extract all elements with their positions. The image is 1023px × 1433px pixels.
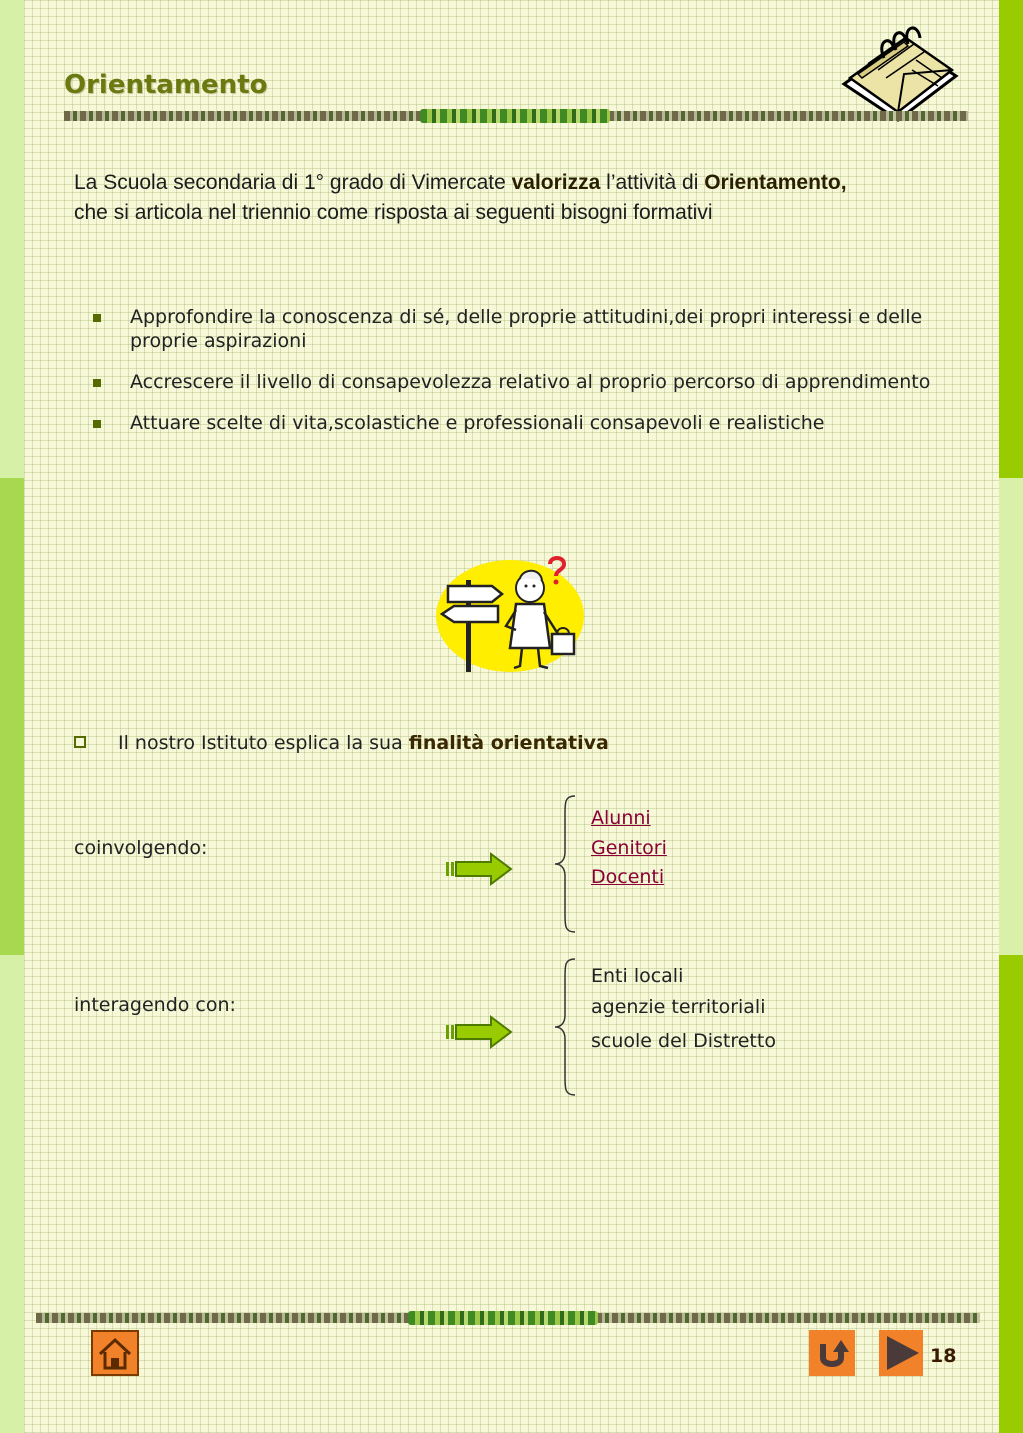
intro-bold-orientamento: Orientamento,	[704, 171, 847, 194]
page-number: 18	[930, 1345, 957, 1367]
intro-paragraph	[74, 168, 1014, 228]
involving-label: coinvolgendo:	[74, 837, 208, 859]
page-title: Orientamento	[64, 70, 268, 100]
square-bullet-icon	[93, 420, 101, 428]
list-item	[591, 834, 667, 864]
intro-bold-valorizza: valorizza	[511, 171, 601, 194]
curly-brace	[553, 957, 577, 1097]
list-item: Approfondire la conoscenza di sé, delle proprie attitudini,dei propri interessi e delle proprie aspirazioni	[90, 305, 990, 353]
right-arrow-icon	[445, 1015, 513, 1049]
notebook-icon	[838, 20, 962, 124]
link-genitori[interactable]: Genitori	[591, 836, 667, 859]
needs-list	[90, 305, 990, 452]
back-button[interactable]	[809, 1330, 855, 1376]
intro-text: l’attività di	[600, 171, 705, 194]
list-item: Attuare scelte di vita,scolastiche e professionali consapevoli e realistiche	[90, 411, 990, 435]
list-item: Accrescere il livello di consapevolezza relativo al proprio percorso di apprendimento	[90, 370, 990, 394]
link-alunni[interactable]: Alunni	[591, 807, 651, 829]
list-item: scuole del Distretto	[591, 1030, 776, 1052]
intro-text: La Scuola secondaria di 1° grado di Vimercate	[74, 171, 512, 194]
involved-parties-list	[591, 804, 667, 893]
curly-brace	[553, 794, 577, 934]
list-item	[591, 863, 667, 893]
hollow-square-bullet-icon	[74, 736, 86, 748]
institute-statement: Il nostro Istituto esplica la sua finalità orientativa	[74, 732, 609, 754]
finalita-bold: finalità orientativa	[408, 732, 609, 754]
interacting-label: interagendo con:	[74, 994, 236, 1016]
left-margin-stripe	[0, 0, 24, 1433]
partners-list	[591, 961, 776, 1057]
list-item: agenzie territoriali	[591, 996, 766, 1018]
home-button[interactable]	[91, 1330, 139, 1376]
right-arrow-icon	[445, 852, 513, 886]
list-item: Enti locali	[591, 965, 684, 987]
square-bullet-icon	[93, 379, 101, 387]
next-button[interactable]	[879, 1330, 923, 1376]
top-decorative-border	[64, 111, 968, 121]
link-docenti[interactable]: Docenti	[591, 866, 665, 888]
intro-line-2: che si articola nel triennio come risposta ai seguenti bisogni formativi	[74, 201, 713, 224]
list-item	[591, 804, 667, 834]
square-bullet-icon	[93, 314, 101, 322]
signpost-person-clipart	[432, 556, 594, 676]
bottom-decorative-border	[36, 1313, 980, 1323]
